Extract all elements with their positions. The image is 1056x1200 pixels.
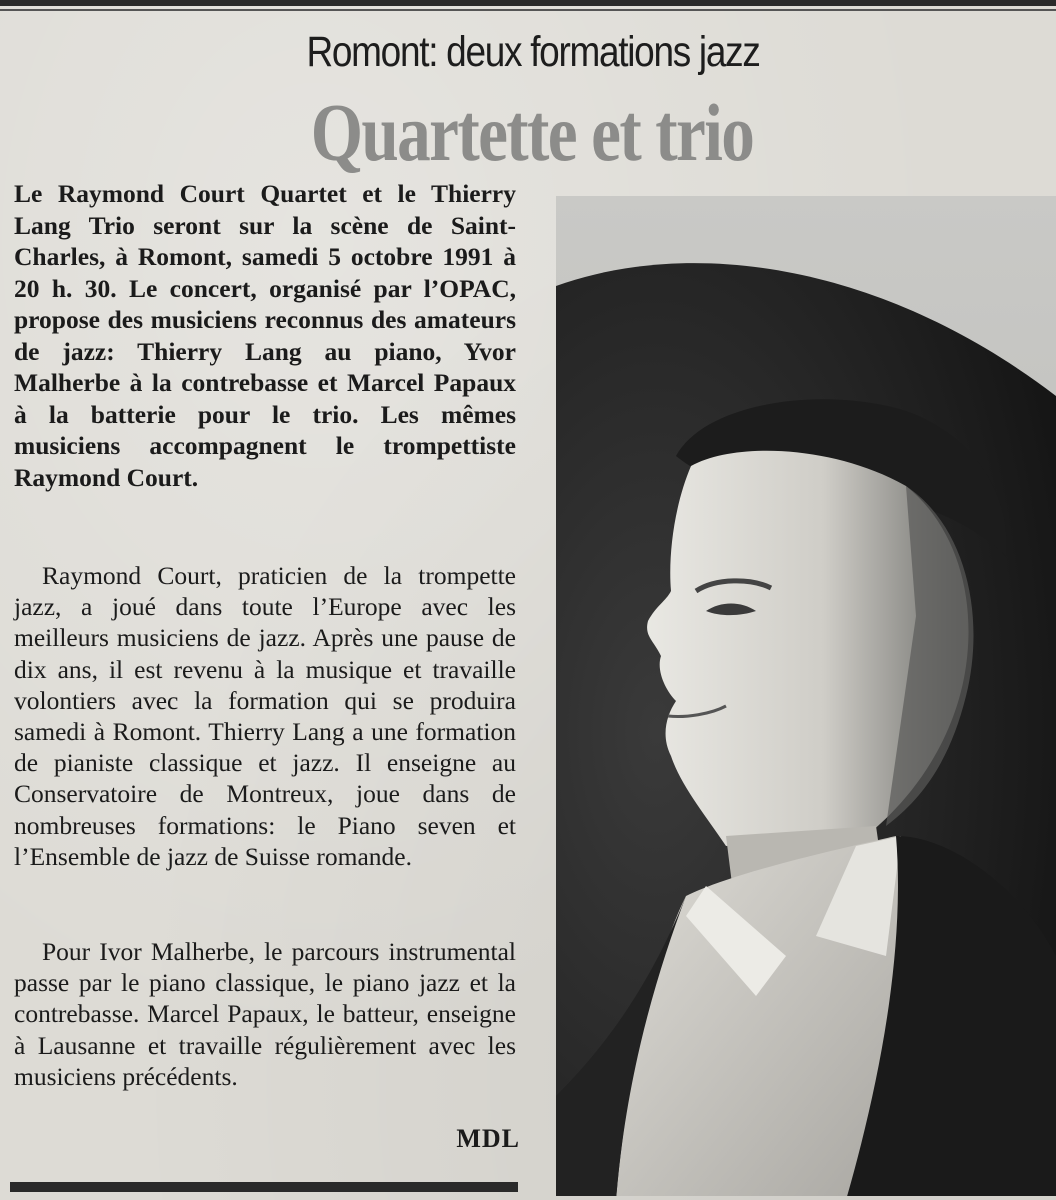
article-headline: Quartette et trio: [310, 87, 754, 178]
top-rule: [0, 0, 1056, 6]
top-rule-thin: [0, 9, 1056, 11]
bottom-rule: [10, 1182, 518, 1192]
portrait-photo: [556, 196, 1056, 1196]
article-paragraph-2: Pour Ivor Malherbe, le parcours instrumental passe par le piano classique, le piano jazz et la contrebasse. Marcel Papaux, le batteur, enseigne à Lausanne et travaille régulièrement avec les musiciens précédents.: [14, 937, 516, 1091]
article-lead: Le Raymond Court Quartet et le Thierry Lang Trio seront sur la scène de Saint-Charles, à Romont, samedi 5 octobre 1991 à 20 h. 30. Le concert, organisé par l’OPAC, propose des musiciens reconnus des amateurs de jazz: Thierry Lang au piano, Yvor Malherbe à la contrebasse et Marcel Papaux à la batterie pour le trio. Les mêmes musiciens accompagnent le trompettiste Raymond Court.: [14, 179, 516, 492]
article-paragraph-1: Raymond Court, praticien de la trompette jazz, a joué dans toute l’Europe avec les meilleurs musiciens de jazz. Après une pause de dix ans, il est revenu à la musique et travaille volontiers avec la formation qui se produira samedi à Romont. Thierry Lang a une formation de pianiste classique et jazz. Il enseigne au Conservatoire de Montreux, joue dans de nombreuses formations: le Piano seven et l’Ensemble de jazz de Suisse romande.: [14, 561, 516, 871]
article-kicker: Romont: deux formations jazz: [306, 28, 760, 76]
article-byline: MDL: [456, 1124, 520, 1153]
